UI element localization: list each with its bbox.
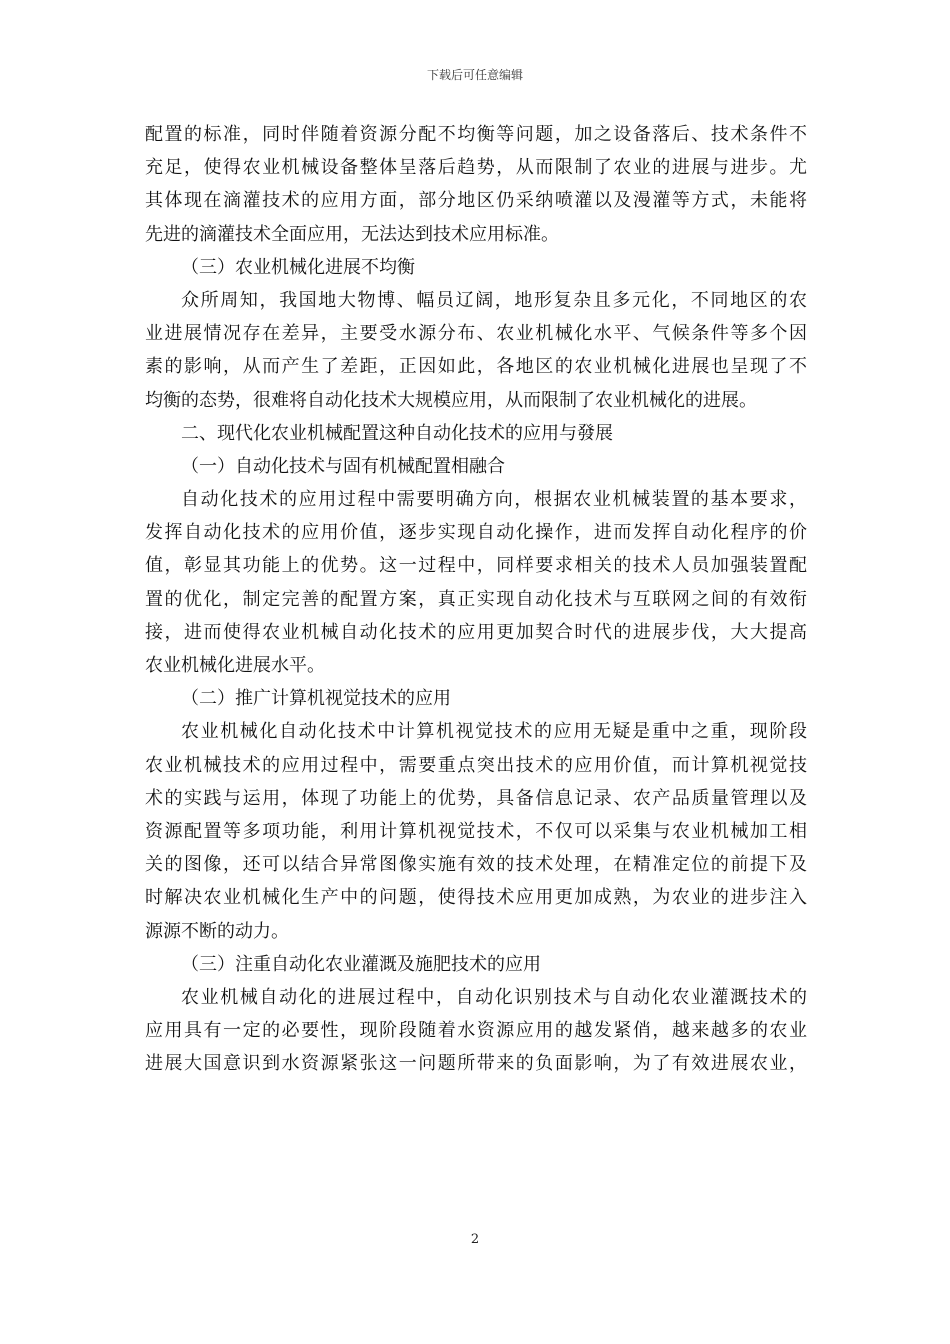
text-line: 先进的滴灌技术全面应用，无法达到技术应用标准。 — [145, 223, 559, 245]
text-line: 农业机械技术的应用过程中，需要重点突出技术的应用价值，而计算机视觉技 — [145, 754, 807, 776]
chapter-heading: 二、现代化农业机械配置这种自动化技术的应用与發展 — [181, 422, 613, 444]
text-line: 接，进而使得农业机械自动化技术的应用更加契合时代的进展步伐，大大提高 — [145, 621, 807, 643]
text-line: 应用具有一定的必要性，现阶段随着水资源应用的越发紧俏，越来越多的农业 — [145, 1020, 807, 1042]
text-line: 农业机械化进展水平。 — [145, 655, 325, 676]
text-line: 素的影响，从而产生了差距，正因如此，各地区的农业机械化进展也呈现了不 — [145, 356, 807, 378]
text-line: 配置的标准，同时伴随着资源分配不均衡等问题，加之设备落后、技术条件不 — [145, 124, 807, 145]
text-line: 充足，使得农业机械设备整体呈落后趋势，从而限制了农业的进展与进步。尤 — [145, 157, 807, 179]
text-line: 农业机械自动化的进展过程中，自动化识别技术与自动化农业灌溉技术的 — [181, 986, 807, 1008]
section-heading: （三）注重自动化农业灌溉及施肥技术的应用 — [181, 953, 541, 975]
text-line: 进展大国意识到水资源紧张这一问题所带来的负面影响，为了有效进展农业， — [145, 1053, 807, 1075]
text-line: 农业机械化自动化技术中计算机视觉技术的应用无疑是重中之重，现阶段 — [181, 721, 807, 743]
text-line: 资源配置等多项功能，利用计算机视觉技术，不仅可以采集与农业机械加工相 — [145, 820, 807, 842]
page-number: 2 — [470, 1232, 480, 1247]
text-line: 均衡的态势，很难将自动化技术大规模应用，从而限制了农业机械化的进展。 — [145, 389, 757, 411]
text-line: 源源不断的动力。 — [145, 920, 289, 942]
text-line: 自动化技术的应用过程中需要明确方向，根据农业机械装置的基本要求， — [181, 489, 807, 511]
text-line: 置的优化，制定完善的配置方案，真正实现自动化技术与互联网之间的有效衔 — [145, 588, 807, 610]
text-line: 业进展情况存在差异，主要受水源分布、农业机械化水平、气候条件等多个因 — [145, 323, 807, 345]
section-heading: （三）农业机械化进展不均衡 — [181, 256, 415, 278]
text-line: 关的图像，还可以结合异常图像实施有效的技术处理，在精准定位的前提下及 — [145, 854, 807, 876]
page-header: 下载后可任意编辑 — [426, 68, 523, 82]
text-line: 众所周知，我国地大物博、幅员辽阔，地形复杂且多元化，不同地区的农 — [181, 289, 807, 311]
text-line: 时解决农业机械化生产中的问题，使得技术应用更加成熟，为农业的进步注入 — [145, 887, 807, 909]
text-line: 发挥自动化技术的应用价值，逐步实现自动化操作，进而发挥自动化程序的价 — [145, 522, 807, 544]
text-line: 值，彰显其功能上的优势。这一过程中，同样要求相关的技术人员加强装置配 — [145, 555, 807, 577]
section-heading: （一）自动化技术与固有机械配置相融合 — [181, 455, 505, 477]
text-line: 术的实践与运用，体现了功能上的优势，具备信息记录、农产品质量管理以及 — [145, 787, 807, 809]
section-heading: （二）推广计算机视觉技术的应用 — [181, 688, 451, 710]
text-line: 其体现在滴灌技术的应用方面，部分地区仍采纳喷灌以及漫灌等方式，未能将 — [145, 190, 807, 212]
document-body — [145, 118, 807, 1080]
